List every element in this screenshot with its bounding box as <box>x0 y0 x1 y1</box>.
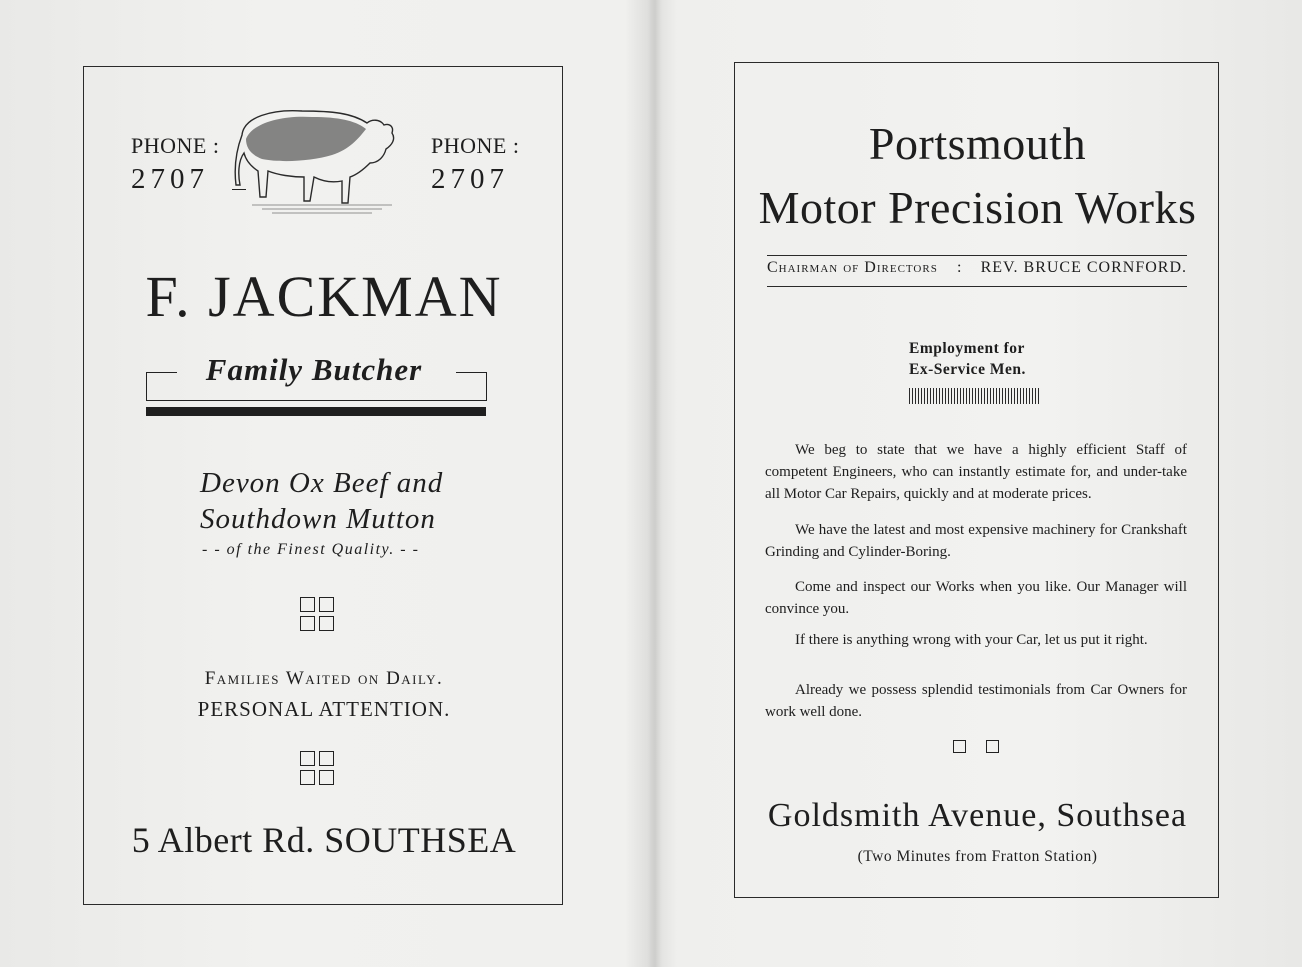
rule-top <box>767 255 1187 256</box>
quality-line: - - of the Finest Quality. - - <box>202 541 420 558</box>
motor-works-advertisement <box>734 62 1219 898</box>
company-title-line-2: Motor Precision Works <box>758 182 1197 233</box>
square-ornament-icon <box>953 740 966 753</box>
phone-number-right: 2707 <box>431 163 509 195</box>
product-line-2: Southdown Mutton <box>200 503 436 535</box>
ox-connector-line <box>232 189 246 190</box>
chairman-row <box>767 259 1187 277</box>
dashed-ornament <box>909 388 1041 404</box>
employment-line-1: Employment for <box>909 340 1025 357</box>
paragraph-car: If there is anything wrong with your Car, let us put it right. <box>795 632 1148 648</box>
service-line-1: Families Waited on Daily. <box>204 668 444 689</box>
chairman-label: Chairman of Directors <box>767 259 938 276</box>
square-ornament-icon <box>300 751 338 789</box>
butcher-advertisement <box>83 66 563 905</box>
paragraph-staff: We beg to state that we have a highly efficient Staff of competent Engineers, who can instantly estimate for, and under-take all Motor Car Repairs, quickly and at moderate prices. <box>765 442 1187 502</box>
paragraph-machinery: We have the latest and most expensive machinery for Crankshaft Grinding and Cylinder-Boring. <box>765 522 1187 560</box>
location-note: (Two Minutes from Fratton Station) <box>857 848 1098 865</box>
product-line-1: Devon Ox Beef and <box>200 467 444 499</box>
trade-title: Family Butcher <box>205 352 423 387</box>
paragraph-inspect: Come and inspect our Works when you like. Our Manager will convince you. <box>765 579 1187 617</box>
business-name: F. JACKMAN <box>145 264 503 329</box>
company-title-line-1: Portsmouth <box>868 118 1087 169</box>
butcher-address: 5 Albert Rd. SOUTHSEA <box>131 820 517 860</box>
ox-illustration-icon <box>232 105 402 217</box>
thick-rule <box>146 407 486 416</box>
chairman-name: REV. BRUCE CORNFORD. <box>980 259 1187 276</box>
employment-line-2: Ex-Service Men. <box>909 361 1026 378</box>
chairman-separator: : <box>957 259 962 276</box>
paragraph-testimonials: Already we possess splendid testimonials from Car Owners for work well done. <box>765 682 1187 720</box>
service-line-2: PERSONAL ATTENTION. <box>197 697 451 721</box>
works-address: Goldsmith Avenue, Southsea <box>767 797 1188 834</box>
page-gutter <box>648 0 662 967</box>
square-ornament-icon <box>986 740 999 753</box>
phone-label-left: PHONE : <box>131 133 220 158</box>
square-ornament-icon <box>300 597 338 635</box>
phone-number-left: 2707 <box>131 163 209 195</box>
rule-bottom <box>767 286 1187 287</box>
trade-bracket-bottom <box>146 400 486 401</box>
phone-label-right: PHONE : <box>431 133 520 158</box>
